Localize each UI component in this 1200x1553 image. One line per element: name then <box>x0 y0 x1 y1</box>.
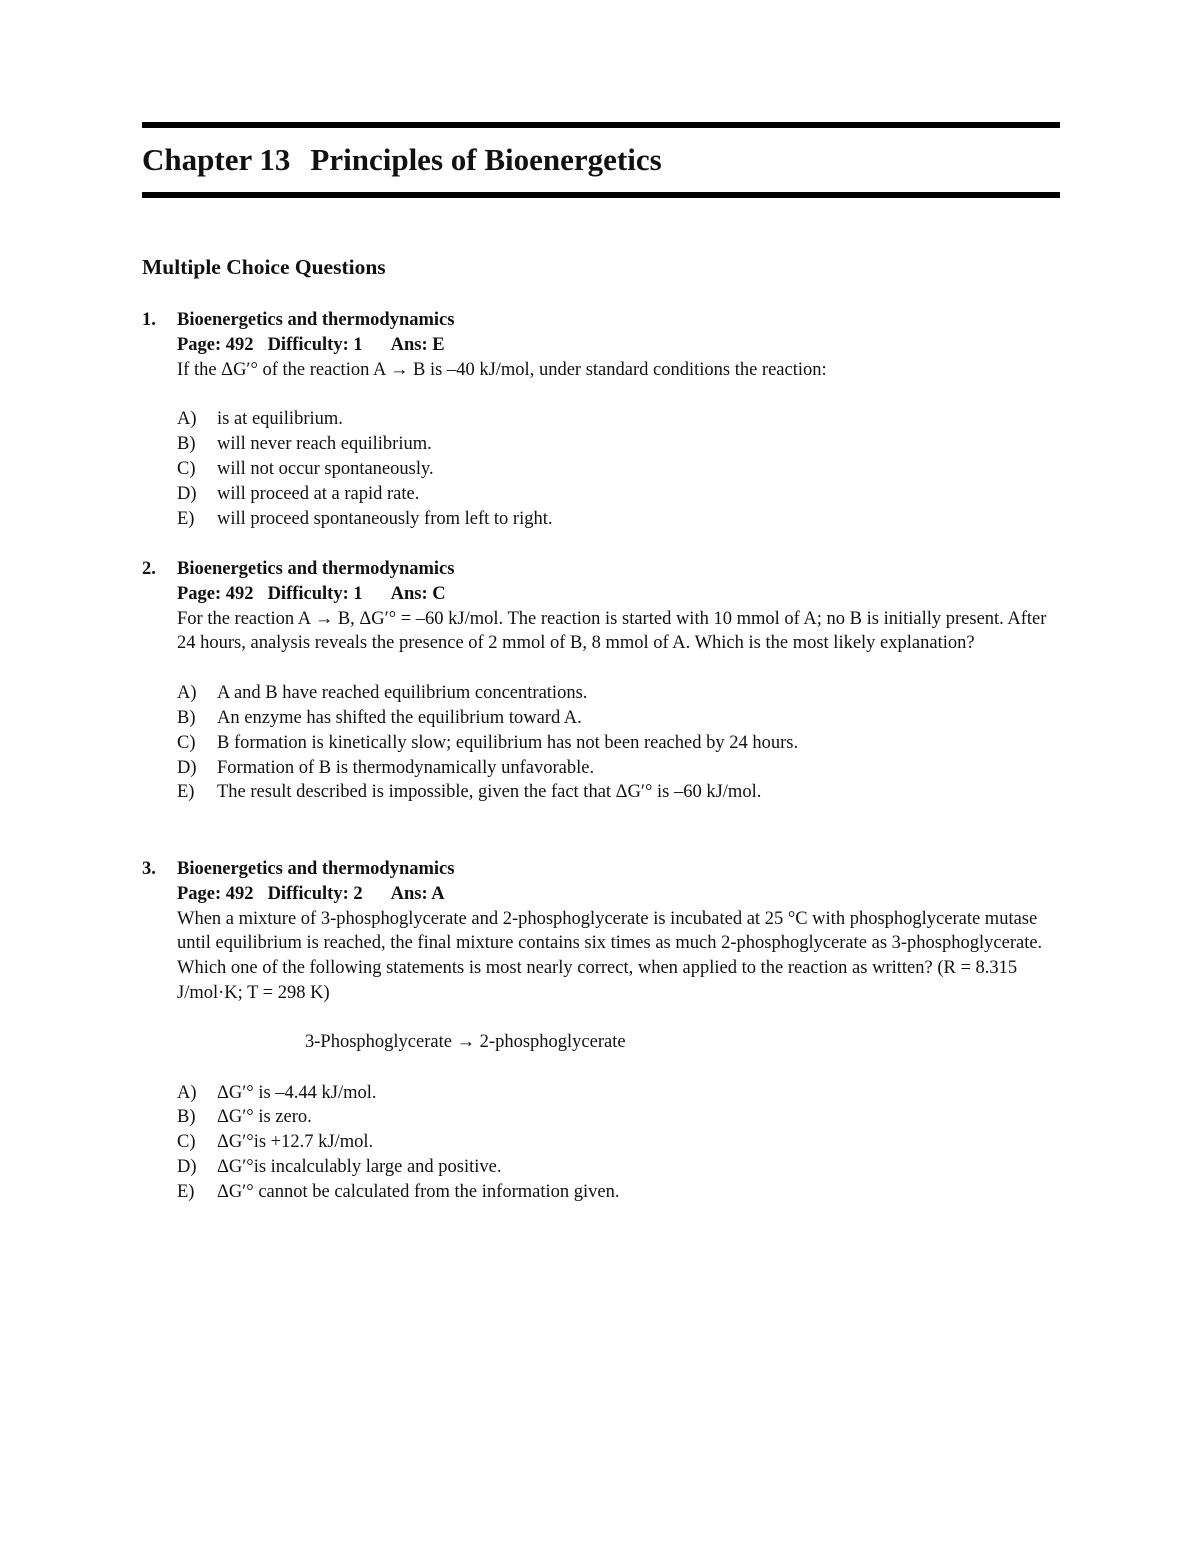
choice-item <box>177 756 1062 781</box>
choice-letter: A) <box>177 1082 197 1103</box>
question-header <box>142 308 1062 333</box>
choice-item <box>177 1105 1062 1130</box>
choice-letter: B) <box>177 1107 196 1128</box>
choice-item <box>177 482 1062 507</box>
section-heading: Multiple Choice Questions <box>142 255 386 279</box>
choice-text: will never reach equilibrium. <box>217 434 432 455</box>
choice-item <box>177 706 1062 731</box>
question-body <box>177 582 1062 805</box>
chapter-title <box>142 140 662 180</box>
question-stem: When a mixture of 3-phosphoglycerate and 2-phosphoglycerate is incubated at 25 °C with phosphoglycerate mutase until equilibrium is reached, the final mixture contains six times as much 2-phosphoglycerate as 3-phosphoglycerate. Which one of the following statements is most nearly correct, when applied to the reaction as written? (R = 8.315 J/mol·K; T = 298 K) <box>177 908 1043 1003</box>
answer-key: Ans: C <box>390 583 446 604</box>
chapter-number: Chapter 13 <box>142 142 291 177</box>
question-stem: If the ΔG′° of the reaction A → B is –40 kJ/mol, under standard conditions the reaction: <box>177 359 827 380</box>
choice-letter: C) <box>177 1132 196 1153</box>
choice-letter: D) <box>177 1156 197 1177</box>
choice-letter: B) <box>177 707 196 728</box>
question-1 <box>142 308 1062 531</box>
choice-item <box>177 407 1062 432</box>
choice-item <box>177 681 1062 706</box>
question-topic: Bioenergetics and thermodynamics <box>177 310 455 330</box>
difficulty: Difficulty: 1 <box>267 583 363 604</box>
choice-letter: E) <box>177 782 195 803</box>
question-header <box>142 857 1062 882</box>
top-rule <box>142 122 1060 128</box>
choice-list <box>177 681 1062 805</box>
question-meta <box>177 882 1062 907</box>
choice-text: B formation is kinetically slow; equilibrium has not been reached by 24 hours. <box>217 732 799 753</box>
choice-text: ΔG′° is –4.44 kJ/mol. <box>217 1082 377 1103</box>
question-stem: For the reaction A → B, ΔG′° = –60 kJ/mol. The reaction is started with 10 mmol of A; no B is initially present. After 24 hours, analysis reveals the presence of 2 mmol of B, 8 mmol of A. Which is the most likely explanation? <box>177 608 1047 654</box>
choice-text: A and B have reached equilibrium concentrations. <box>217 683 588 704</box>
question-body <box>177 333 1062 532</box>
page-ref: Page: 492 <box>177 334 254 355</box>
question-meta <box>177 582 1062 607</box>
choice-letter: E) <box>177 508 195 529</box>
choice-text: will proceed spontaneously from left to right. <box>217 508 553 529</box>
question-header <box>142 557 1062 582</box>
choice-item <box>177 780 1062 805</box>
choice-list <box>177 407 1062 531</box>
choice-text: Formation of B is thermodynamically unfavorable. <box>217 757 595 778</box>
choice-letter: B) <box>177 434 196 455</box>
question-number: 1. <box>142 310 156 330</box>
choice-letter: D) <box>177 757 197 778</box>
reaction-equation: 3-Phosphoglycerate → 2-phosphoglycerate <box>305 1031 626 1052</box>
choice-text: The result described is impossible, given the fact that ΔG′° is –60 kJ/mol. <box>217 782 762 803</box>
choice-letter: E) <box>177 1181 195 1202</box>
choice-letter: A) <box>177 409 197 430</box>
choice-item <box>177 1180 1062 1205</box>
bottom-rule <box>142 192 1060 198</box>
difficulty: Difficulty: 1 <box>267 334 363 355</box>
question-number: 3. <box>142 859 156 879</box>
choice-text: is at equilibrium. <box>217 409 343 430</box>
choice-item <box>177 1130 1062 1155</box>
choice-item <box>177 1081 1062 1106</box>
choice-list <box>177 1081 1062 1205</box>
choice-text: will not occur spontaneously. <box>217 458 434 479</box>
question-number: 2. <box>142 559 156 579</box>
question-meta <box>177 333 1062 358</box>
page-ref: Page: 492 <box>177 583 254 604</box>
choice-text: ΔG′°is +12.7 kJ/mol. <box>217 1132 374 1153</box>
choice-letter: C) <box>177 458 196 479</box>
choice-item <box>177 731 1062 756</box>
difficulty: Difficulty: 2 <box>267 883 363 904</box>
choice-letter: C) <box>177 732 196 753</box>
chapter-name: Principles of Bioenergetics <box>310 142 662 177</box>
choice-text: ΔG′° cannot be calculated from the information given. <box>217 1181 620 1202</box>
answer-key: Ans: A <box>390 883 445 904</box>
choice-item <box>177 432 1062 457</box>
choice-text: will proceed at a rapid rate. <box>217 483 420 504</box>
choice-text: ΔG′° is zero. <box>217 1107 312 1128</box>
question-body <box>177 882 1062 1205</box>
choice-letter: A) <box>177 683 197 704</box>
answer-key: Ans: E <box>390 334 445 355</box>
question-2 <box>142 557 1062 805</box>
question-topic: Bioenergetics and thermodynamics <box>177 859 455 879</box>
question-3 <box>142 857 1062 1205</box>
page-ref: Page: 492 <box>177 883 254 904</box>
choice-item <box>177 1155 1062 1180</box>
question-topic: Bioenergetics and thermodynamics <box>177 559 455 579</box>
choice-letter: D) <box>177 483 197 504</box>
choice-text: ΔG′°is incalculably large and positive. <box>217 1156 502 1177</box>
choice-item <box>177 457 1062 482</box>
choice-text: An enzyme has shifted the equilibrium toward A. <box>217 707 582 728</box>
choice-item <box>177 507 1062 532</box>
